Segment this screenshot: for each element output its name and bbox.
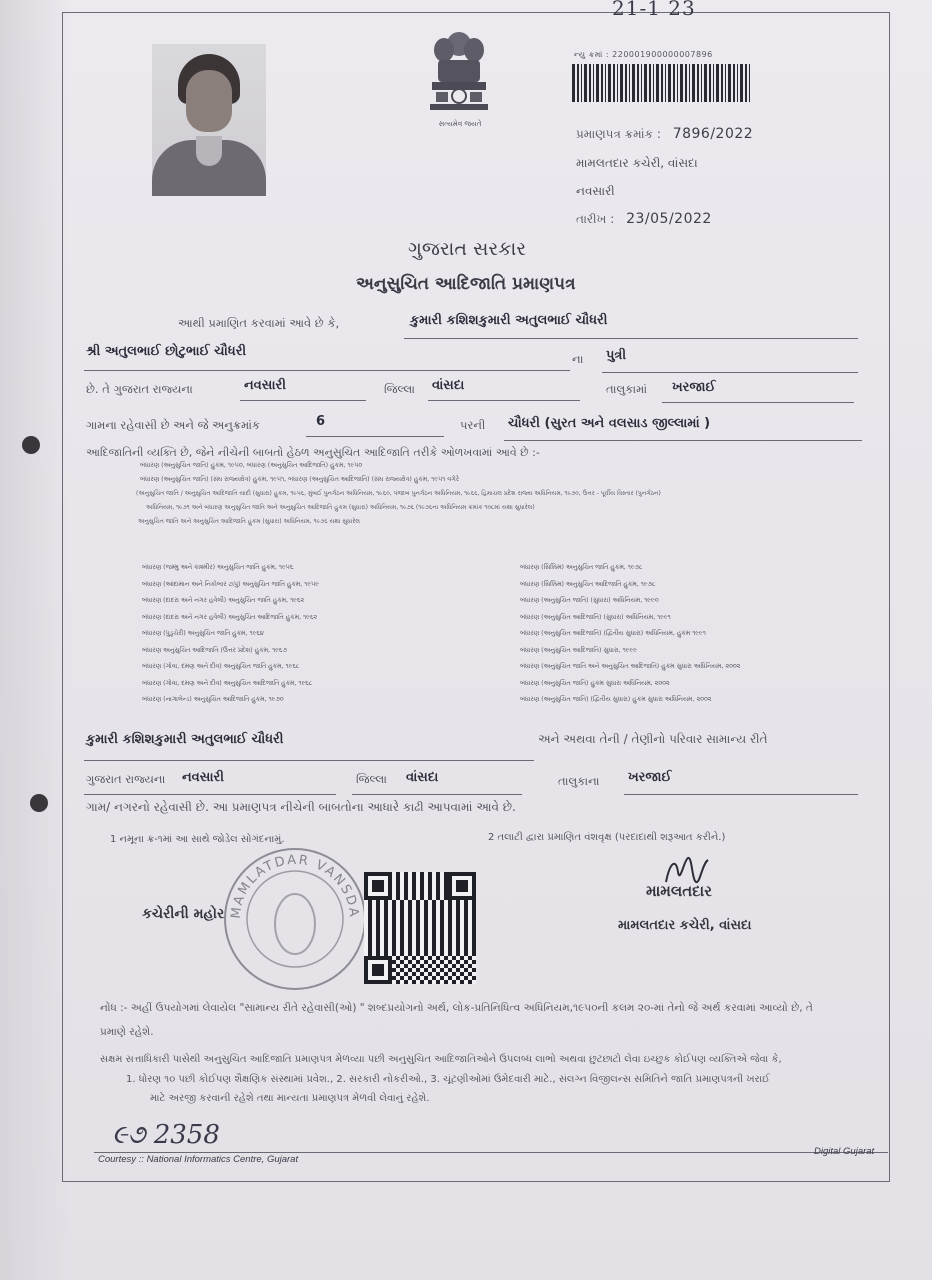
issue-date-row [576,211,712,227]
emblem-motto: સત્યમેવ જયતે [438,120,482,128]
certificate-number: 7896/2022 [672,126,754,142]
barcode-bar [680,64,683,102]
legal-reference-right-line: બંધારણ (અનુસુચિત જાતિ) હુકમ સુધારા અધિનિયમ, ૨૦૦૨ [520,679,670,687]
barcode-bar [617,64,618,102]
underline [352,794,522,795]
underline [306,436,444,437]
barcode-bar [692,64,695,102]
village-name: ખરજાઈ [672,380,716,395]
barcode-bar [709,64,711,102]
office-seal-label: કચેરીની મહોર [142,906,225,922]
district-label: જિલ્લા [384,382,415,396]
barcode-bar [721,64,723,102]
recognition-statement: આદિજાતિની વ્યક્તિ છે, જેને નીચેની બાબતો હેઠળ અનુસુચિત આદિજાતિ તરીકે ઓળખવામાં આવે છે :- [86,446,540,459]
issuing-office: મામલતદાર કચેરી, વાંસદા [576,156,698,170]
state-label-repeat: ગુજરાત રાજ્યના [86,772,166,786]
barcode-bar [572,64,575,102]
issuing-district: નવસારી [576,184,615,198]
certificate-number-row [576,126,753,142]
village-name-repeat: ખરજાઈ [628,770,672,785]
relation: પુત્રી [606,348,627,363]
barcode-bar [713,64,714,102]
barcode-bar [637,64,639,102]
underline [602,372,858,373]
barcode-bar [704,64,707,102]
legal-reference-left-line: બંધારણ (નાગાલેન્ડ) અનુસુચિત આદિજાતિ હુકમ, ૧૯૭૦ [142,696,284,703]
legal-reference-right-line: બંધારણ (અનુસુચિત જાતિ) (સુધારા) અધિનિયમ, ૧૯૯૦ [520,597,659,604]
qr-finder-pattern [372,880,384,892]
note-line-2: પ્રમાણે રહેશે. [100,1026,154,1038]
barcode-bar [629,64,630,102]
barcode-bar [613,64,615,102]
instruction-line-1: સક્ષમ સત્તાધિકારી પાસેથી અનુસુચિત આદિજાતિ પ્રમાણપત્ર મેળવ્યા પછી અનુસુચિત આદિજાતિઓને ઉપલબ્ધ લાભો અથવા છુટછાટો લેવા ઇચ્છુક કોઈપણ વ્યક્તિએ જેવા કે, [100,1054,782,1065]
instruction-line-2: 1. ધોરણ ૧૦ પછી કોઈપણ શૈક્ષણિક સંસ્થામાં પ્રવેશ., 2. સરકારી નોકરીઓ., 3. ચૂંટણીઓમાં ઉમેદવારી માટે., સંલગ્ન વિજીલન્સ સમિતિને જાતિ પ્રમાણપત્રની ખરાઈ [126,1074,770,1085]
issue-date: 23/05/2022 [626,211,712,227]
signatory-office: મામલતદાર કચેરી, વાંસદા [618,918,752,933]
courtesy-text: Courtesy :: National Informatics Centre, Gujarat [98,1154,299,1165]
barcode-bar [677,64,678,102]
barcode-bar [725,64,726,102]
district-name: નવસારી [244,378,286,393]
legal-reference-line: (અનુસુચિત જાતિ / અનુસુચિત આદિજાતિ યાદી (સુધારા) હુકમ, ૧૯૫૬, મુંબઈ પુનર્ગઠન અધિનિયમ, ૧૯૬૦, પંજાબ પુનર્ગઠન અધિનિયમ, ૧૯૬૬, હિમાચલ પ્રદેશ રાજ્ય અધિનિયમ, ૧૯૭૦, ઉત્તર - પૂર્વીય વિસ્તાર (પુનર્ગઠન) [136,490,661,497]
issue-date-label: તારીખ : [576,212,615,226]
district-name-repeat: નવસારી [182,770,224,785]
instruction-line-3: માટે અરજી કરવાની રહેશે તથા માન્યતા પ્રમાણપત્ર મેળવી લેવાનું રહેશે. [150,1093,430,1104]
barcode-bar [605,64,606,102]
underline [428,400,580,401]
barcode-bar [653,64,654,102]
barcode-bar [749,64,750,102]
barcode [572,64,754,102]
barcode-bar [593,64,594,102]
barcode-bar [644,64,647,102]
barcode-bar [649,64,651,102]
legal-reference-left-line: બંધારણ (ગોવા, દમણ અને દીવ) અનુસુચિત જાતિ હુકમ, ૧૯૬૮ [142,663,300,670]
barcode-bar [668,64,671,102]
underline [404,338,858,339]
underline [240,400,366,401]
legal-reference-line: બંધારણ (અનુસુચિત જાતિ) (સંઘ રાજ્યક્ષેત્ર) હુકમ, ૧૯૫૧, બંધારણ (અનુસુચિત આદિજાતિ) (સંઘ રાજ્યક્ષેત્ર) હુકમ, ૧૯૫૧ વગેરે [140,476,459,483]
underline [84,760,534,761]
taluka-name: વાંસદા [432,378,465,393]
serial-number: 6 [316,414,326,429]
barcode-bar [685,64,687,102]
legal-reference-left-line: બંધારણ (દાદરા અને નગર હવેલી) અનુસુચિત આદિજાતિ હુકમ, ૧૯૬૨ [142,613,318,621]
state-label: છે. તે ગુજરાત રાજ્યના [86,382,193,396]
barcode-bar [728,64,731,102]
basis-item-1: 1 નમૂના ક્ર-૧માં આ સાથે જોડેલ સોગંદનામું. [110,834,285,845]
na-label: ના [572,352,584,366]
barcode-bar [697,64,699,102]
barcode-bar [581,64,582,102]
taluka-name-repeat: વાંસદા [406,770,439,785]
seal-text: MAMLATDAR VANSDA [228,852,362,920]
certificate-heading: અનુસુચિત આદિજાતિ પ્રમાણપત્ર [356,274,576,294]
family-residence-text: અને અથવા તેની / તેણીનો પરિવાર સામાન્ય રીતે [538,732,768,746]
underline [84,370,570,371]
underline [84,794,336,795]
top-handwritten-number: 21-1 23 [612,0,696,20]
residence-basis-line: ગામ/ નગરનો રહેવાસી છે. આ પ્રમાણપત્ર નીચેની બાબતોના આધારે કાઢી આપવામાં આવે છે. [86,800,516,814]
qr-finder-pattern [372,964,384,976]
underline [624,794,858,795]
applicant-name: કુમારી કશિશકુમારી અતુલભાઈ ચૌધરી [410,313,608,328]
legal-reference-right-line: બંધારણ (અનુસુચિત આદિજાતિ) સુધારા, ૧૯૯૯ [520,646,637,654]
digital-gujarat-text: Digital Gujarat [814,1146,875,1157]
barcode-bar [701,64,702,102]
handwritten-note: ૯૭ 2358 [112,1120,220,1150]
legal-reference-left-line: બંધારણ અનુસુચિત આદિજાતિ (ઉત્તર પ્રદેશ) હુકમ, ૧૯૬૭ [142,646,287,654]
legal-reference-line: અધિનિયમ, ૧૯૭૧ અને બંધારણ અનુસુચિત જાતિ અને અનુસુચિત આદિજાતિ હુકમ (સુધારા) અધિનિયમ, ૧૯૭૬ (૧૯૭૬ના અધિનિયમ ક્રમાંક ૧૦૮માં યથા સુધારેલ) [146,504,535,511]
legal-reference-right-line: બંધારણ (અનુસુચિત આદિજાતિ) (સુધારા) અધિનિયમ, ૧૯૯૧ [520,613,671,621]
barcode-bar [733,64,735,102]
punch-hole-bottom [30,794,48,812]
legal-reference-left-line: બંધારણ (જમ્મુ અને કાશ્મીર) અનુસુચિત જાતિ હુકમ, ૧૯૫૬ [142,564,294,571]
barcode-bar [641,64,642,102]
legal-reference-right-line: બંધારણ (અનુસુચિત જાતિ અને અનુસુચિત આદિજાતિ) હુકમ સુધારા અધિનિયમ, ૨૦૦૨ [520,663,741,670]
tribe-name: ચૌધરી (સુરત અને વલસાડ જીલ્લામાં ) [508,416,711,431]
barcode-bar [584,64,587,102]
office-seal-icon [222,846,368,992]
serial-label: ગામના રહેવાસી છે અને જે અનુક્રમાંક [86,418,261,432]
father-name: શ્રી અતુલભાઈ છોટુભાઈ ચૌધરી [86,344,247,359]
barcode-bar [689,64,690,102]
barcode-bar [577,64,579,102]
legal-reference-left-line: બંધારણ (દાદરા અને નગર હવેલી) અનુસુચિત જાતિ હુકમ, ૧૯૬૨ [142,597,305,604]
legal-reference-left-line: બંધારણ (પુડુચેરી) અનુસુચિત જાતિ હુકમ, ૧૯૬૪ [142,630,264,637]
taluka-label: તાલુકામાં [606,382,648,396]
barcode-bar [620,64,623,102]
legal-reference-line: બંધારણ (અનુસુચિત જાતિ) હુકમ, ૧૯૫૦, બંધારણ (અનુસુચિત આદિજાતિ) હુકમ, ૧૯૫૦ [140,462,363,469]
underline [662,402,854,403]
legal-reference-right-line: બંધારણ (સિક્કિમ) અનુસુચિત આદિજાતિ હુકમ, ૧૯૭૮ [520,580,656,588]
certificate-number-label: પ્રમાણપત્ર ક્રમાંક : [576,127,661,141]
legal-reference-left-line: બંધારણ (આંદામાન અને નિકોબાર ટાપુ) અનુસુચિત જાતિ હુકમ, ૧૯૫૯ [142,580,319,588]
barcode-number: ન્યુ ક્રમાં : 220001900000007896 [574,50,713,59]
barcode-bar [745,64,747,102]
national-emblem-icon [424,26,494,120]
paper-edge-shadow [0,0,70,1280]
legal-reference-right-line: બંધારણ (અનુસુચિત આદિજાતિ) (દ્વિતીય સુધારા) અધિનિયમ, હુકમ ૧૯૯૧ [520,630,706,637]
barcode-bar [608,64,611,102]
barcode-bar [656,64,659,102]
certify-label: આથી પ્રમાણિત કરવામાં આવે છે કે, [178,316,340,330]
pari-label: પરની [460,418,486,432]
barcode-bar [589,64,591,102]
signatory-title: મામલતદાર [646,882,712,900]
barcode-bar [625,64,627,102]
barcode-bar [740,64,743,102]
punch-hole-top [22,436,40,454]
barcode-bar [632,64,635,102]
underline [504,440,862,441]
verification-qr-code[interactable] [364,872,476,984]
barcode-bar [661,64,663,102]
qr-finder-pattern [456,880,468,892]
barcode-bar [665,64,666,102]
taluka-label-repeat: તાલુકાના [558,774,600,788]
barcode-bar [737,64,738,102]
legal-reference-left-line: બંધારણ (ગોવા, દમણ અને દીવ) અનુસુચિત આદિજાતિ હુકમ, ૧૯૬૮ [142,679,313,687]
barcode-bar [716,64,719,102]
note-line-1: નોંધ :- અહીં ઉપયોગમાં લેવાયેલ "સામાન્ય રીતે રહેવાસી(ઓ) " શબ્દપ્રયોગનો અર્થ, લોક-પ્રતિનિધિત્વ અધિનિયમ,૧૯૫૦ની કલમ ૨૦-માં તેનો જે અર્થ કરવામાં આવ્યો છે, તે [100,1002,813,1014]
legal-reference-right-line: બંધારણ (સિક્કિમ) અનુસુચિત જાતિ હુકમ, ૧૯૭૮ [520,564,643,571]
footer-divider [94,1152,888,1153]
district-label-repeat: જિલ્લા [356,772,387,786]
government-heading: ગુજરાત સરકાર [408,238,527,260]
barcode-bar [596,64,599,102]
legal-reference-line: અનુસુચિત જાતિ અને અનુસુચિત આદિજાતિ હુકમ (સુધારા) અધિનિયમ, ૧૯૭૬ યથા સુધારેલ [138,518,360,525]
barcode-bar [601,64,603,102]
basis-item-2: 2 તલાટી દ્વારા પ્રમાણિત વંશવૃક્ષ (પરદાદાથી શરૂઆત કરીને.) [488,832,726,843]
barcode-bar [673,64,675,102]
applicant-photo [152,44,266,196]
legal-reference-right-line: બંધારણ (અનુસુચિત જાતિ) (દ્વિતીય સુધારા) હુકમ સુધારા અધિનિયમ, ૨૦૦૨ [520,696,712,703]
applicant-name-repeat: કુમારી કશિશકુમારી અતુલભાઈ ચૌધરી [86,732,284,747]
